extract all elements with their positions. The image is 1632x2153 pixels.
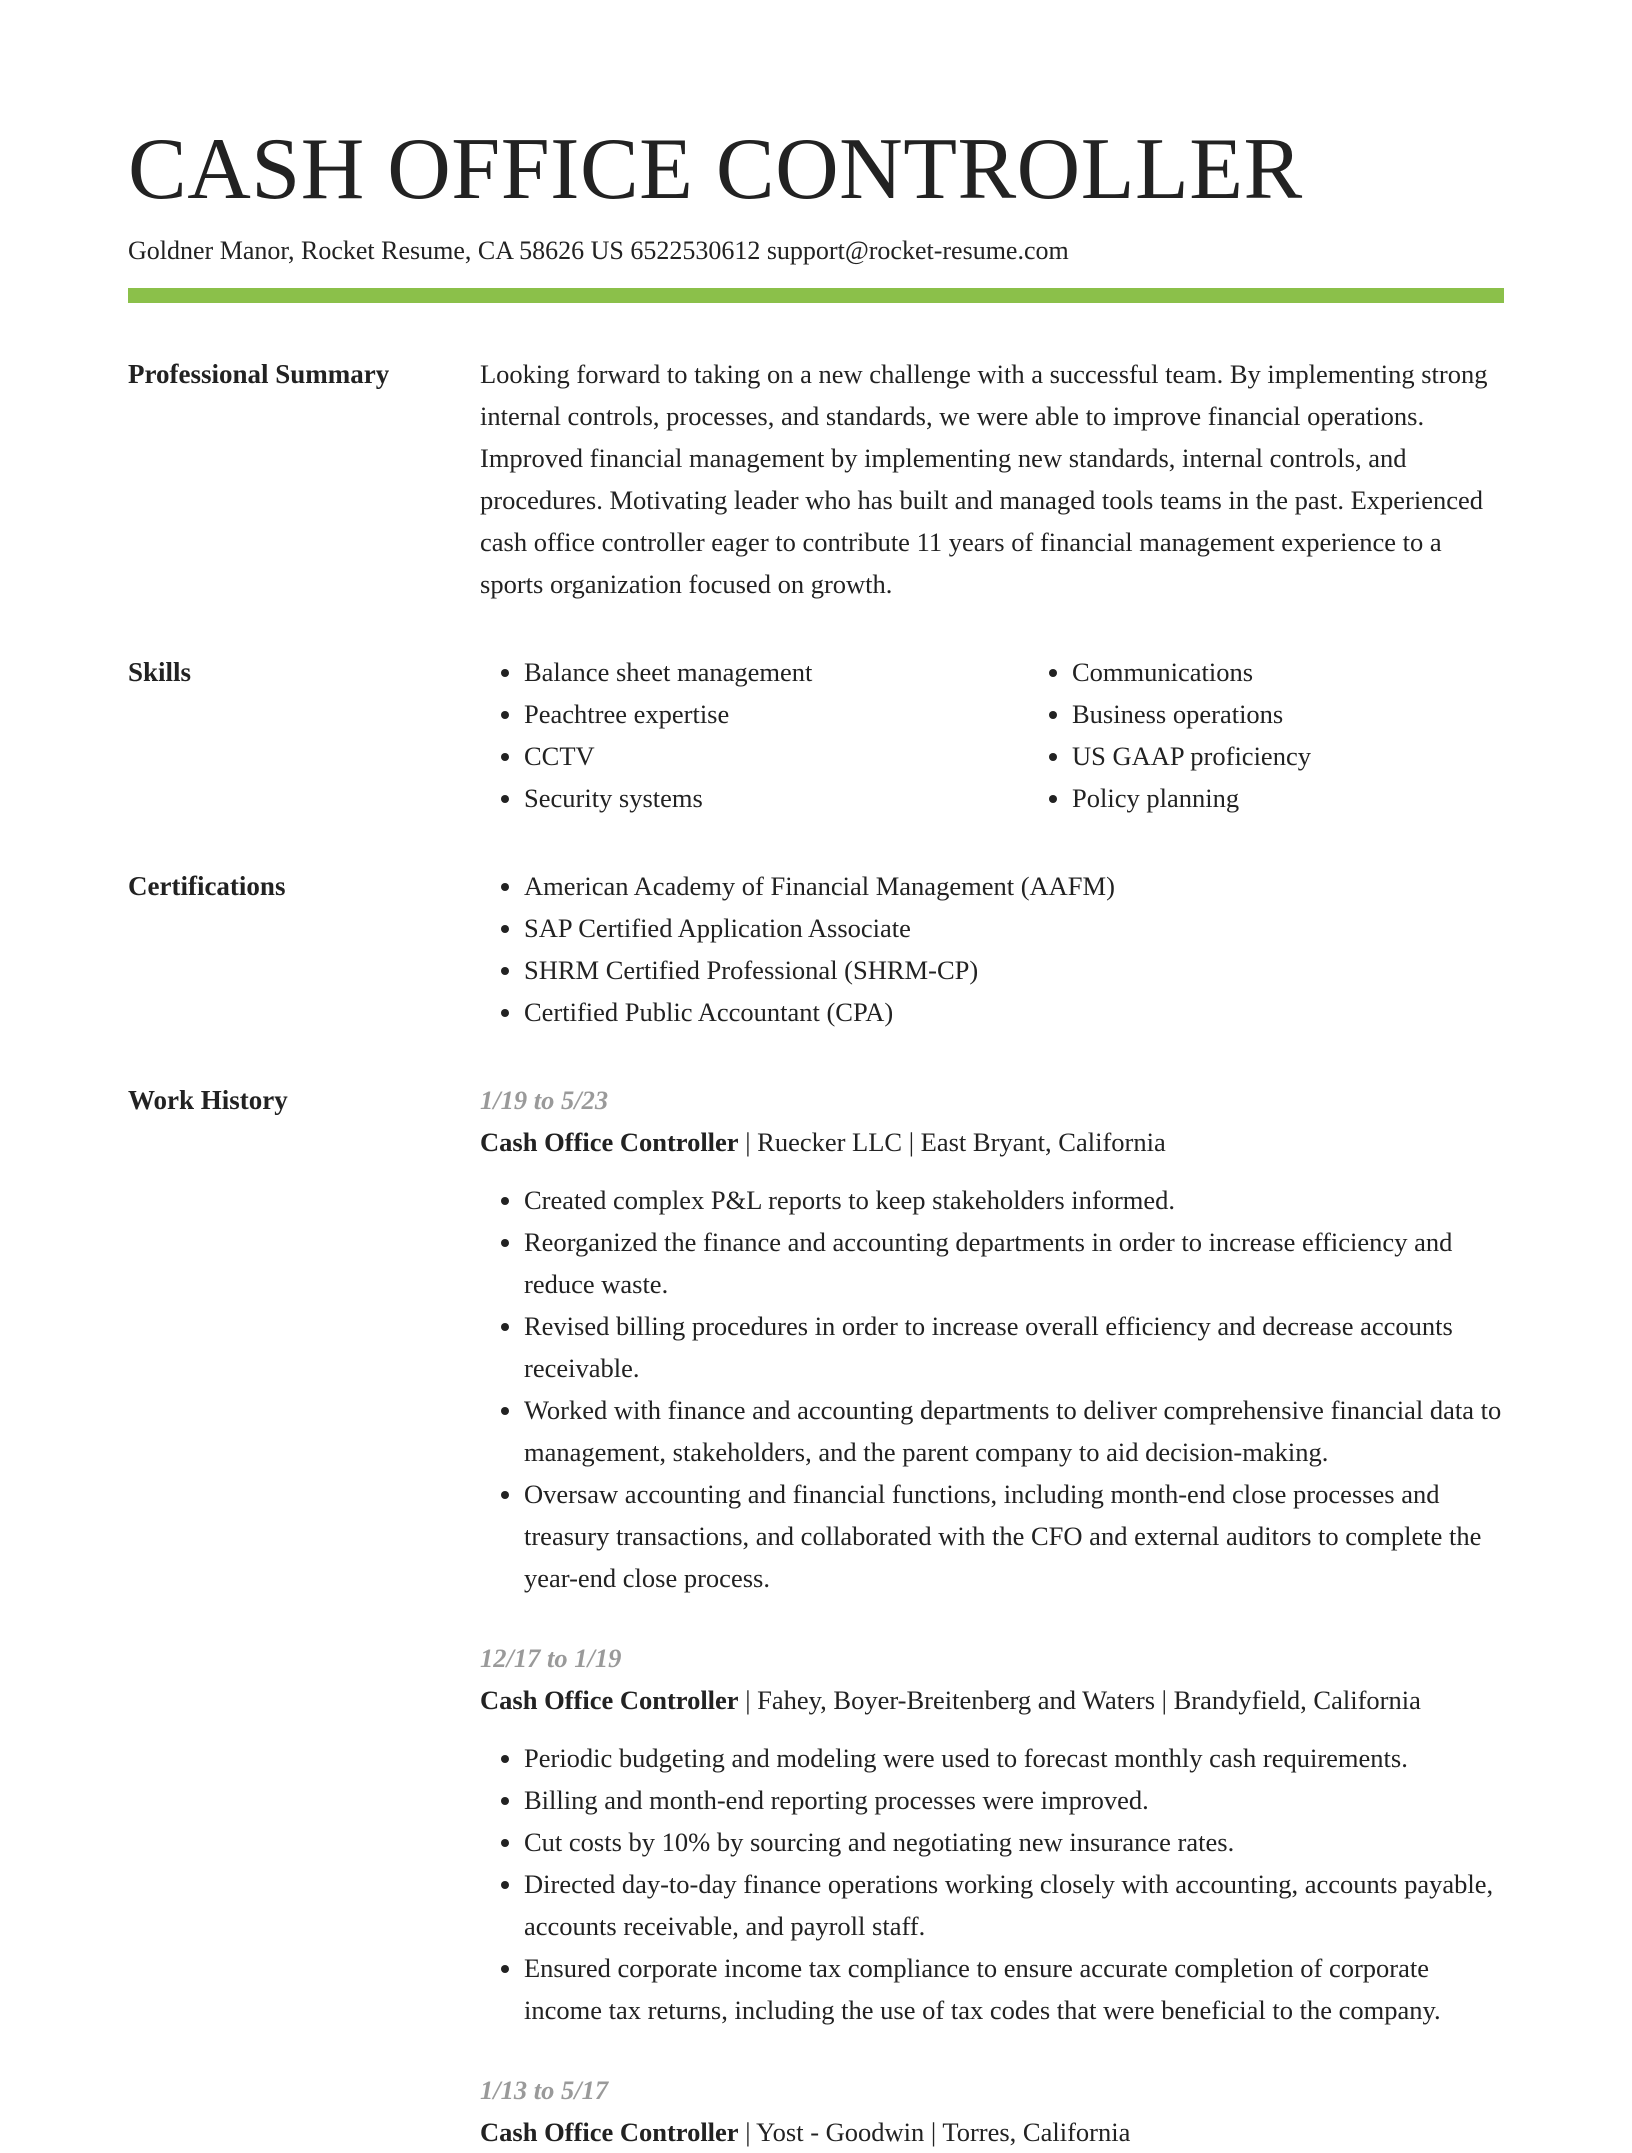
job-entry: [480, 1079, 1504, 1599]
skill-item: • Business operations: [1072, 693, 1576, 735]
skill-item: • Security systems: [524, 777, 1028, 819]
contact-address: Goldner Manor, Rocket Resume, CA 58626 US: [128, 236, 624, 265]
job-location: Brandyfield, California: [1173, 1685, 1421, 1715]
job-title: Cash Office Controller: [480, 2117, 739, 2147]
job-company: Fahey, Boyer-Breitenberg and Waters: [757, 1685, 1156, 1715]
skill-item: • US GAAP proficiency: [1072, 735, 1576, 777]
summary-section: [128, 353, 1504, 605]
summary-title: Professional Summary: [128, 359, 390, 389]
certification-item: • SAP Certified Application Associate: [524, 907, 1504, 949]
work-title: Work History: [128, 1085, 288, 1115]
job-entry: [480, 2069, 1504, 2153]
skill-item: • CCTV: [524, 735, 1028, 777]
skills-section: [128, 651, 1504, 819]
job-dates: 1/19 to 5/23: [480, 1085, 609, 1115]
certification-item: • Certified Public Accountant (CPA): [524, 991, 1504, 1033]
job-bullet: • Reorganized the finance and accounting departments in order to increase efficiency and reduce waste.: [524, 1221, 1504, 1305]
certifications-title: Certifications: [128, 871, 286, 901]
job-company: Yost - Goodwin: [756, 2117, 925, 2147]
skills-title: Skills: [128, 657, 192, 687]
job-location: Torres, California: [942, 2117, 1131, 2147]
work-section: [128, 1079, 1504, 2153]
job-bullets: [480, 1179, 1504, 1599]
header-divider: [128, 288, 1504, 303]
skills-list-right: [1028, 651, 1576, 819]
job-bullet: • Billing and month-end reporting processes were improved.: [524, 1779, 1504, 1821]
work-history-list: [480, 1079, 1504, 2153]
job-bullet: • Directed day-to-day finance operations working closely with accounting, accounts payable, accounts receivable, and payroll staff.: [524, 1863, 1504, 1947]
job-location: East Bryant, California: [920, 1127, 1166, 1157]
skill-item: • Communications: [1072, 651, 1576, 693]
job-heading: Cash Office Controller | Ruecker LLC | East Bryant, California: [480, 1127, 1166, 1157]
job-entry: [480, 1637, 1504, 2031]
certification-item: • SHRM Certified Professional (SHRM-CP): [524, 949, 1504, 991]
job-bullet: • Worked with finance and accounting departments to deliver comprehensive financial data to management, stakeholders, and the parent company to aid decision-making.: [524, 1389, 1504, 1473]
job-bullet: • Revised billing procedures in order to increase overall efficiency and decrease accounts receivable.: [524, 1305, 1504, 1389]
skill-item: • Peachtree expertise: [524, 693, 1028, 735]
certifications-section: [128, 865, 1504, 1033]
resume-name: CASH OFFICE CONTROLLER: [128, 121, 1303, 218]
job-company: Ruecker LLC: [757, 1127, 903, 1157]
contact-phone: 6522530612: [630, 236, 761, 265]
job-title: Cash Office Controller: [480, 1685, 739, 1715]
job-dates: 1/13 to 5/17: [480, 2075, 609, 2105]
contact-line: [128, 234, 1504, 268]
job-bullet: • Periodic budgeting and modeling were used to forecast monthly cash requirements.: [524, 1737, 1504, 1779]
job-bullet: • Ensured corporate income tax compliance to ensure accurate completion of corporate income tax returns, including the use of tax codes that were beneficial to the company.: [524, 1947, 1504, 2031]
job-bullet: • Oversaw accounting and financial functions, including month-end close processes and treasury transactions, and collaborated with the CFO and external auditors to complete the year-end close process.: [524, 1473, 1504, 1599]
job-dates: 12/17 to 1/19: [480, 1643, 622, 1673]
skill-item: • Policy planning: [1072, 777, 1576, 819]
skill-item: • Balance sheet management: [524, 651, 1028, 693]
job-bullets: [480, 1737, 1504, 2031]
job-bullet: • Cut costs by 10% by sourcing and negotiating new insurance rates.: [524, 1821, 1504, 1863]
certification-item: • American Academy of Financial Management (AAFM): [524, 865, 1504, 907]
certifications-list: [480, 865, 1504, 1033]
skills-list-left: [480, 651, 1028, 819]
job-bullet: • Created complex P&L reports to keep stakeholders informed.: [524, 1179, 1504, 1221]
job-title: Cash Office Controller: [480, 1127, 739, 1157]
job-heading: Cash Office Controller | Yost - Goodwin | Torres, California: [480, 2117, 1131, 2147]
summary-text: Looking forward to taking on a new challenge with a successful team. By implementing strong internal controls, processes, and standards, we were able to improve financial operations. Improved financial management by implementing new standards, internal controls, and procedures. Motivating leader who has built and managed tools teams in the past. Experienced cash office controller eager to contribute 11 years of financial management experience to a sports organization focused on growth.: [480, 359, 1488, 599]
resume-page: [128, 118, 1504, 2153]
contact-email: support@rocket-resume.com: [766, 236, 1069, 265]
job-heading: Cash Office Controller | Fahey, Boyer-Breitenberg and Waters | Brandyfield, California: [480, 1685, 1421, 1715]
